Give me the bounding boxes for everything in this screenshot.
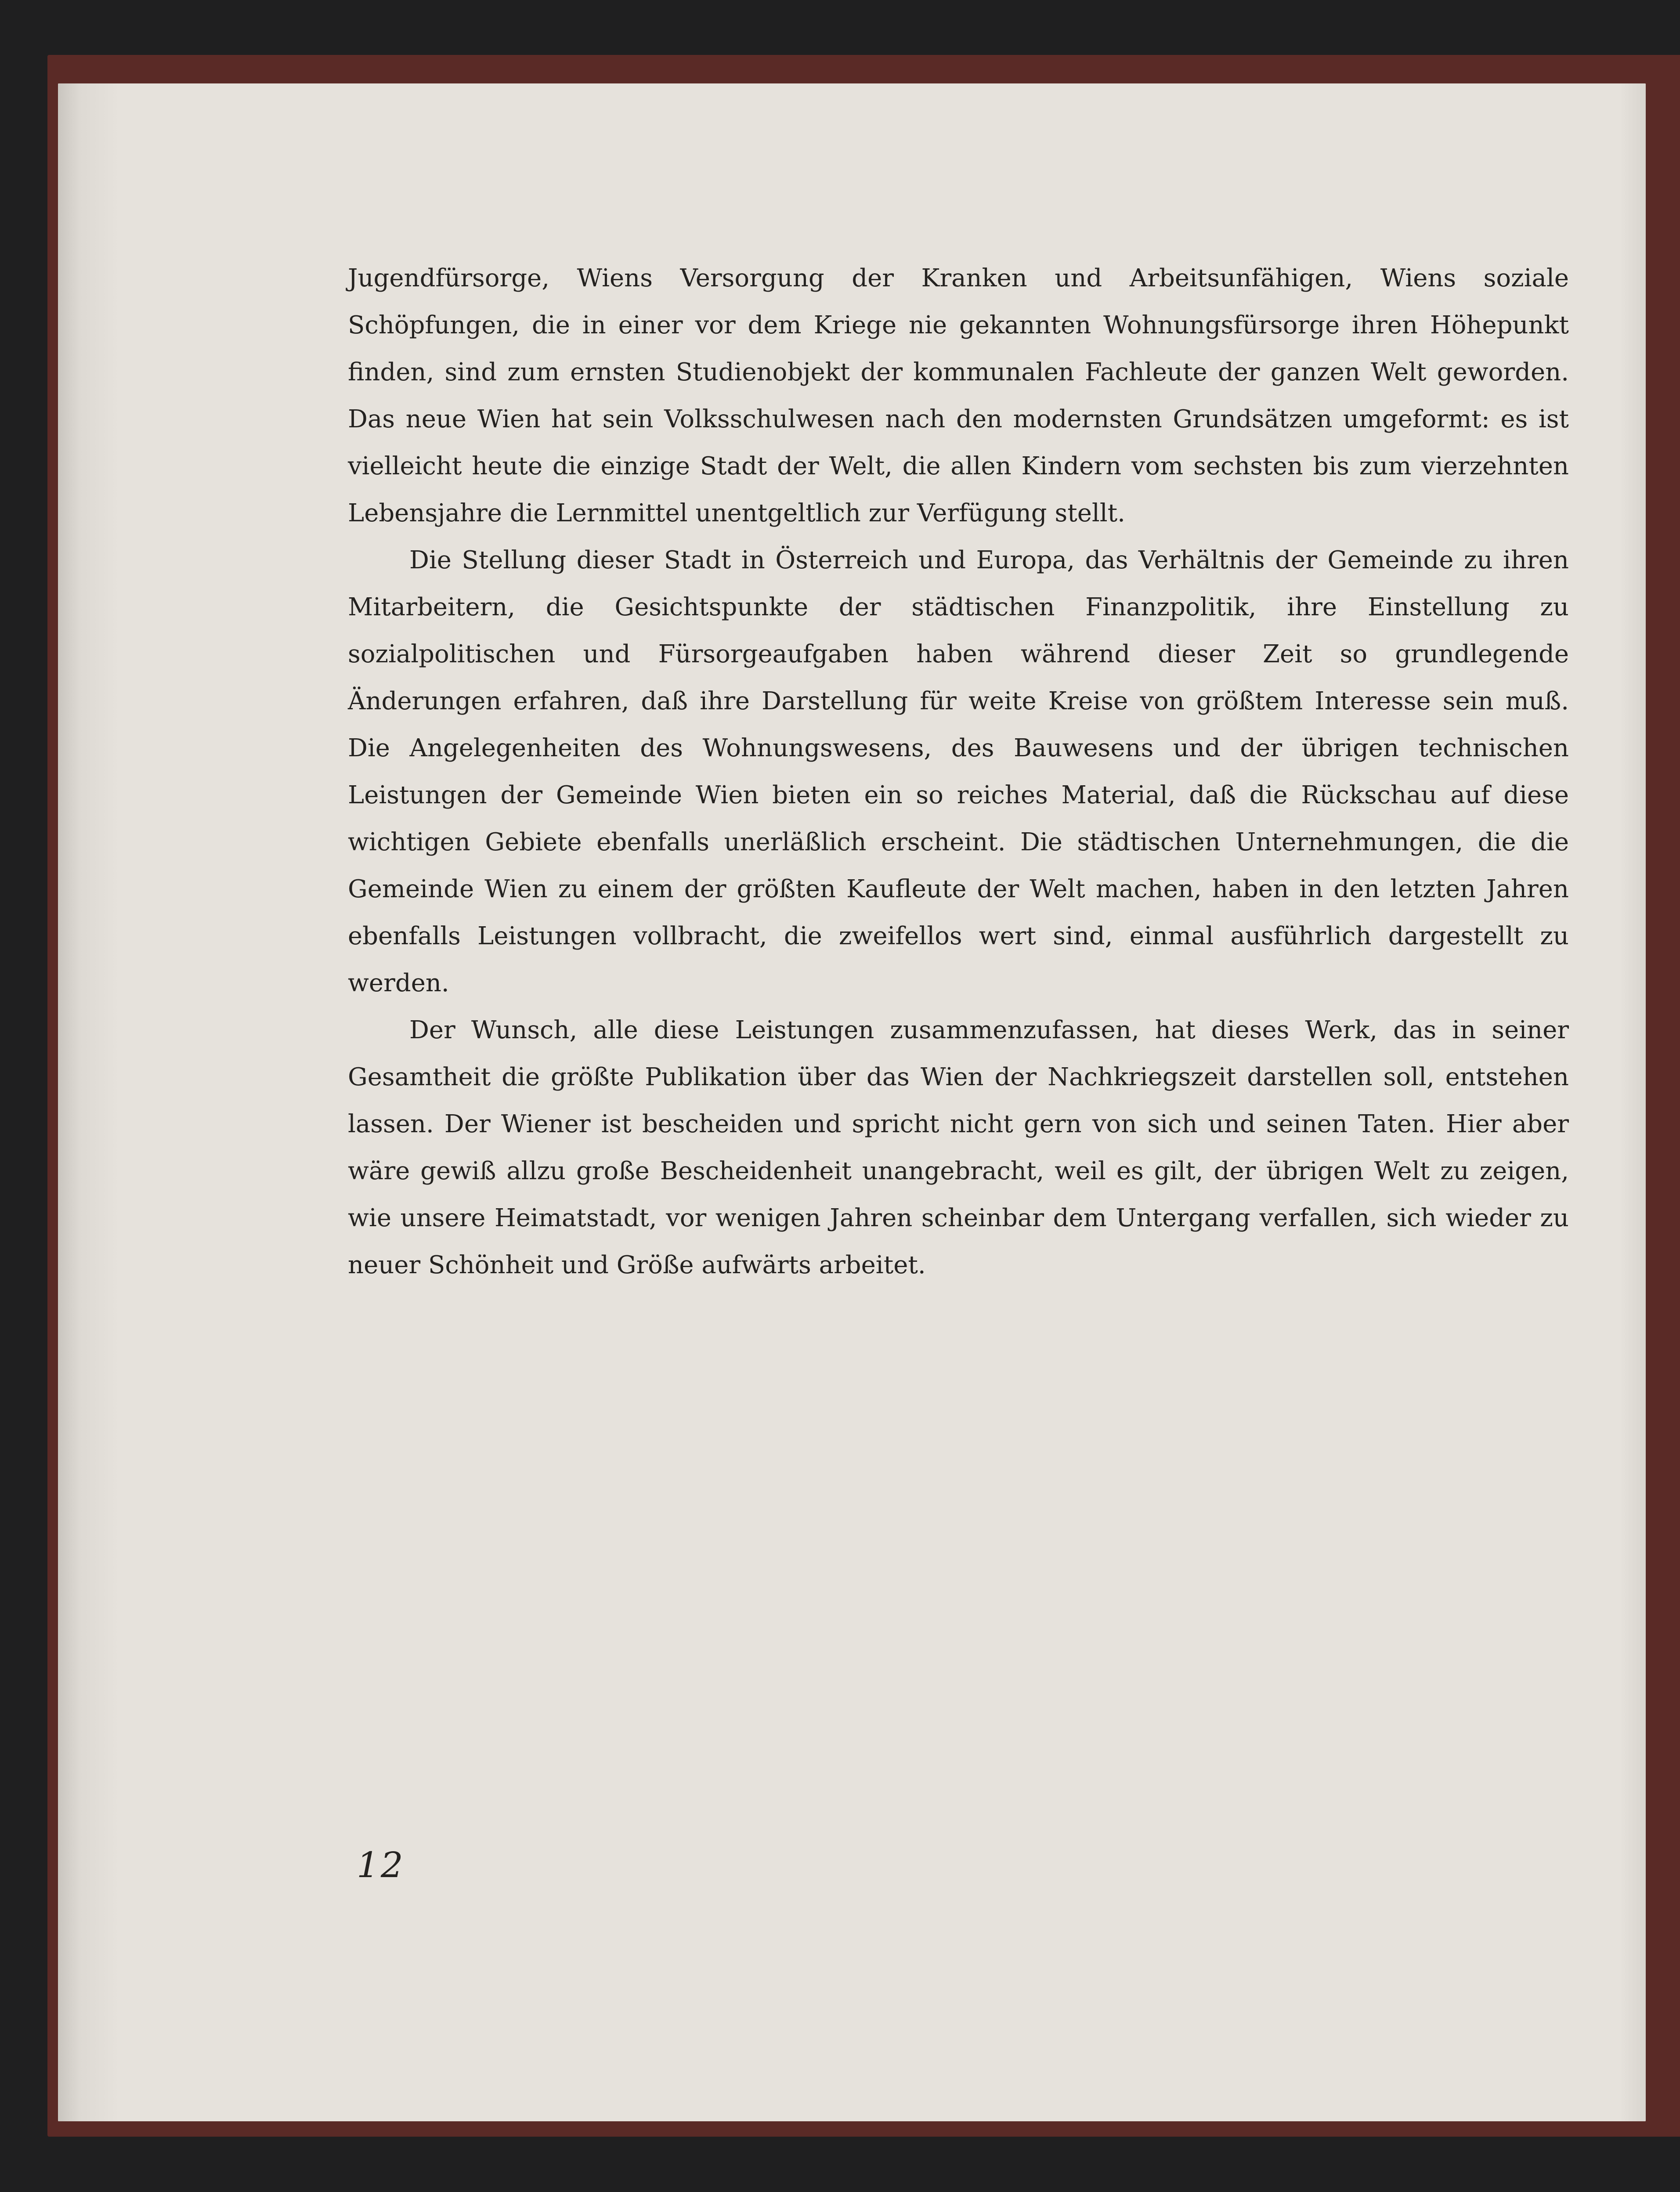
paragraph-2: Die Stellung dieser Stadt in Österreich und Europa, das Verhältnis der Gemeinde zu ihren Mitarbeitern, die Gesichtspunkte der städtischen Finanzpolitik, ihre Einstellung zu sozialpolitischen und Fürsorgeaufgaben haben während dieser Zeit so grundlegende Änderungen erfahren, daß ihre Darstellung für weite Kreise von größtem Interesse sein muß. Die Angelegenheiten des Wohnungswesens, des Bauwesens und der übrigen technischen Leistungen der Gemeinde Wien bieten ein so reiches Material, daß die Rückschau auf diese wichtigen Gebiete ebenfalls unerläßlich erscheint. Die städtischen Unternehmungen, die die Gemeinde Wien zu einem der größten Kaufleute der Welt machen, haben in den letzten Jahren ebenfalls Leistungen vollbracht, die zweifellos wert sind, einmal ausführlich dargestellt zu werden. bbox=[348, 546, 1569, 997]
paragraph-1: Jugendfürsorge, Wiens Versorgung der Kranken und Arbeitsunfähigen, Wiens soziale Schöpfungen, die in einer vor dem Kriege nie gekannten Wohnungsfürsorge ihren Höhepunkt finden, sind zum ernsten Studienobjekt der kommunalen Fachleute der ganzen Welt geworden. Das neue Wien hat sein Volksschulwesen nach den modernsten Grundsätzen umgeformt: es ist vielleicht heute die einzige Stadt der Welt, die allen Kindern vom sechsten bis zum vierzehnten Lebensjahre die Lernmittel unentgeltlich zur Verfügung stellt. bbox=[348, 264, 1569, 527]
page-edge-shadow bbox=[1619, 83, 1646, 2121]
body-text bbox=[348, 255, 1569, 1289]
paragraph-3: Der Wunsch, alle diese Leistungen zusammenzufassen, hat dieses Werk, das in seiner Gesamtheit die größte Publikation über das Wien der Nachkriegszeit darstellen soll, entstehen lassen. Der Wiener ist bescheiden und spricht nicht gern von sich und seinen Taten. Hier aber wäre gewiß allzu große Bescheidenheit unangebracht, weil es gilt, der übrigen Welt zu zeigen, wie unsere Heimatstadt, vor wenigen Jahren scheinbar dem Untergang verfallen, sich wieder zu neuer Schönheit und Größe aufwärts arbeitet. bbox=[348, 1016, 1569, 1279]
book-page bbox=[58, 83, 1646, 2121]
page-gutter-shadow bbox=[58, 83, 119, 2121]
page-number: 12 bbox=[357, 1845, 405, 1885]
